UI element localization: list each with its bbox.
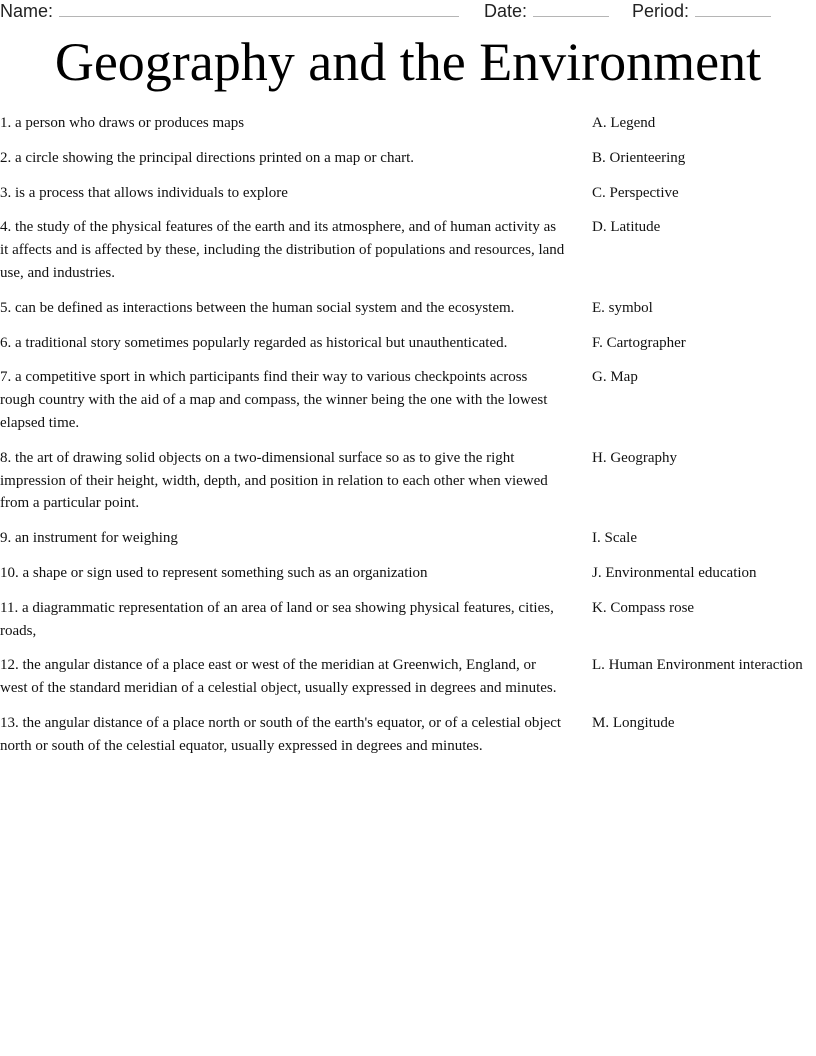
answer-choice: L. Human Environment interaction [592,657,803,674]
matching-row [0,654,816,700]
matching-row [0,712,816,758]
answer-choice: B. Orienteering [592,149,686,166]
clue-text: 5. can be defined as interactions between the human social system and the ecosystem. [0,299,515,316]
matching-row [0,527,816,550]
matching-row [0,297,816,320]
name-field[interactable] [0,0,459,22]
clue-text: 12. the angular distance of a place east or west of the meridian at Greenwich, England, or west of the standard meridian of a celestial object, usually expressed in degrees and minutes. [0,657,557,697]
period-field[interactable] [632,0,771,22]
matching-row [0,562,816,585]
answer-choice: C. Perspective [592,184,679,201]
date-field[interactable] [484,0,609,22]
answer-choice: E. symbol [592,299,653,316]
clue-text: 3. is a process that allows individuals to explore [0,184,288,201]
answer-choice: G. Map [592,369,638,386]
clue-text: 1. a person who draws or produces maps [0,115,245,131]
answer-choice: M. Longitude [592,714,675,731]
clue-text: 11. a diagrammatic representation of an area of land or sea showing physical features, cities, roads, [0,599,554,639]
answer-choice: A. Legend [592,115,656,131]
period-label: Period: [632,1,690,21]
answer-choice: F. Cartographer [592,334,686,351]
matching-list [0,112,816,758]
matching-row [0,597,816,643]
period-blank-line[interactable] [695,1,771,17]
date-blank-line[interactable] [533,1,609,17]
answer-choice: D. Latitude [592,219,661,236]
matching-row [0,332,816,355]
clue-text: 7. a competitive sport in which participants find their way to various checkpoints across rough country with the aid of a map and compass, the winner being the one with the lowest elapsed time. [0,369,548,431]
clue-text: 6. a traditional story sometimes popularly regarded as historical but unauthenticated. [0,334,508,351]
matching-row [0,182,816,205]
clue-text: 13. the angular distance of a place north or south of the earth's equator, or of a celestial object north or south of the celestial equator, usually expressed in degrees and minutes. [0,714,562,754]
answer-choice: H. Geography [592,449,677,466]
answer-choice: K. Compass rose [592,599,695,616]
matching-row [0,112,816,135]
matching-row [0,147,816,170]
matching-row [0,216,816,284]
matching-row [0,447,816,515]
clue-text: 10. a shape or sign used to represent something such as an organization [0,564,428,581]
answer-choice: J. Environmental education [592,564,757,581]
clue-text: 9. an instrument for weighing [0,530,178,547]
name-label: Name: [0,1,54,21]
clue-text: 4. the study of the physical features of the earth and its atmosphere, and of human activity as it affects and is affected by these, including the distribution of populations and resources, land use, and industries. [0,219,565,281]
worksheet-title: Geography and the Environment [54,32,762,92]
answer-choice: I. Scale [592,530,637,547]
matching-row [0,366,816,434]
date-label: Date: [484,1,528,21]
clue-text: 2. a circle showing the principal directions printed on a map or chart. [0,149,415,166]
name-blank-line[interactable] [59,1,459,17]
worksheet-header [0,0,816,24]
clue-text: 8. the art of drawing solid objects on a two-dimensional surface so as to give the right impression of their height, width, depth, and position in relation to each other when viewed from a particular point. [0,449,548,512]
